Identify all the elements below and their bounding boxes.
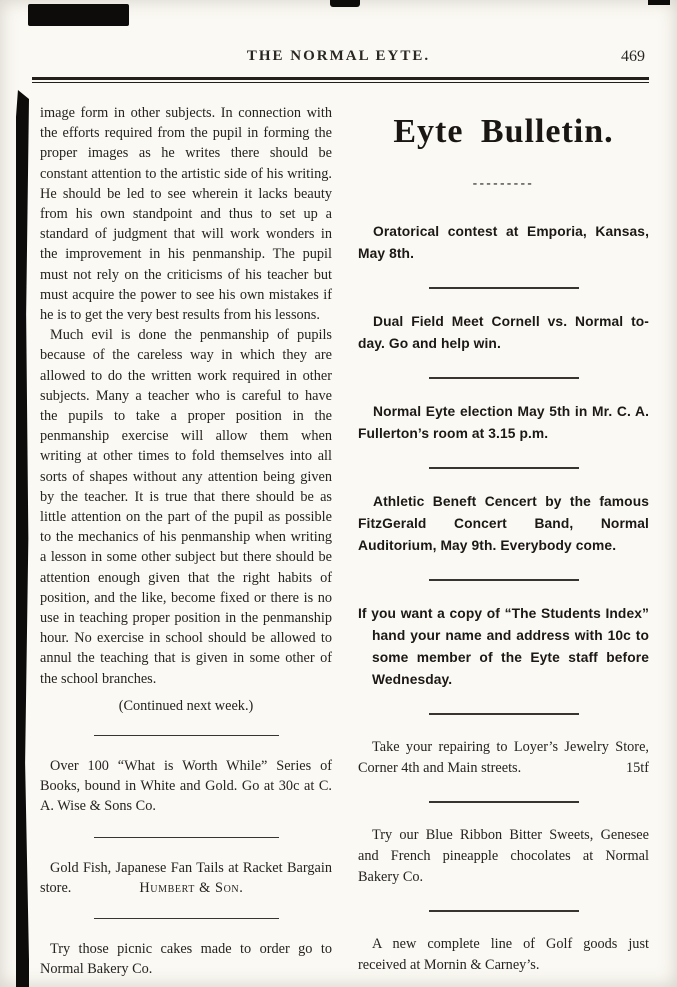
left-column xyxy=(40,103,332,979)
classified-ad: Try those picnic cakes made to order go to Normal Bakery Co. xyxy=(40,940,332,978)
right-column xyxy=(358,103,649,979)
article-paragraph: image form in other subjects. In connection with the efforts required from the pupil in forming the proper images as he writes there should be constant attention to the artistic side of his writing. He should be led to see wherein it lacks beauty from his own standpoint and thus to set up a standard of judgment that will work wonders in the improvement in his penmanship. The pupil must not rely on the criticisms of his teacher but must acquire the power to see his own mistakes if he is to get the very best results from his lessons. xyxy=(40,105,332,324)
bulletin-item: Oratorical contest at Emporia, Kansas, May 8th. xyxy=(358,224,649,261)
notice: Try our Blue Ribbon Bitter Sweets, Genesee and French pineapple chocolates at Normal Bakery Co. xyxy=(358,827,649,885)
section-rule xyxy=(429,287,579,289)
classified-ad xyxy=(40,858,332,898)
classified-ad: Over 100 “What is Worth While” Series of Books, bound in White and Gold. Go at 30c at C. A. Wise & Sons Co. xyxy=(40,757,332,815)
ad-text: Gold Fish, Japanese Fan Tails at Racket Bargain store. xyxy=(40,859,332,896)
page-number: 469 xyxy=(621,48,645,65)
notice: A new complete line of Golf goods just received at Mornin & Carney’s. xyxy=(358,936,649,973)
bulletin-title: Eyte Bulletin. xyxy=(393,113,614,150)
section-rule xyxy=(429,377,579,379)
notice xyxy=(358,737,649,779)
section-rule xyxy=(429,713,579,715)
bulletin-item: Athletic Beneft Cencert by the famous FitzGerald Concert Band, Normal Auditorium, May 9th. Everybody come. xyxy=(358,494,649,553)
page-columns xyxy=(0,83,677,979)
section-rule xyxy=(94,735,279,736)
article-paragraph: Much evil is done the penmanship of pupils because of the careless way in which they are allowed to do the written work required in other subjects. Many a teacher who is careful to have the pupils to take a proper position in the penmanship exercise will allow them when writing at other times to fold themselves into all sorts of shapes without any attention being given by the teacher. It is true that there should be as little attention on the part of the pupil as possible to the mechanics of his penmanship when writing a lesson in some other subject but there should be attention enough given that the right habits of position, and the like, become fixed or there is no use in teaching proper position in the penmanship hour. No exercise in school should be allowed to annul the teaching that is given in some other of the school branches. xyxy=(40,327,332,687)
page-header xyxy=(0,0,677,70)
continued-note: (Continued next week.) xyxy=(118,697,254,714)
bulletin-item: Dual Field Meet Cornell vs. Normal to-day. Go and help win. xyxy=(358,314,649,351)
section-rule xyxy=(429,910,579,912)
notice-text: Take your repairing to Loyer’s Jewelry Store, Corner 4th and Main streets. xyxy=(358,739,649,776)
ad-signature: Humbert & Son. xyxy=(139,879,244,896)
section-rule xyxy=(429,801,579,803)
notice-tag: 15tf xyxy=(625,760,649,776)
publication-title: THE NORMAL EYTE. xyxy=(246,48,431,64)
ornament-dashes: --------- xyxy=(472,175,535,190)
section-rule xyxy=(429,579,579,581)
section-rule xyxy=(429,467,579,469)
section-rule xyxy=(94,918,279,919)
bulletin-item: Normal Eyte election May 5th in Mr. C. A. Fullerton’s room at 3.15 p.m. xyxy=(358,404,649,441)
bulletin-item: If you want a copy of “The Students Index” hand your name and address with 10c to some member of the Eyte staff before Wednesday. xyxy=(358,606,649,687)
section-rule xyxy=(94,837,279,838)
